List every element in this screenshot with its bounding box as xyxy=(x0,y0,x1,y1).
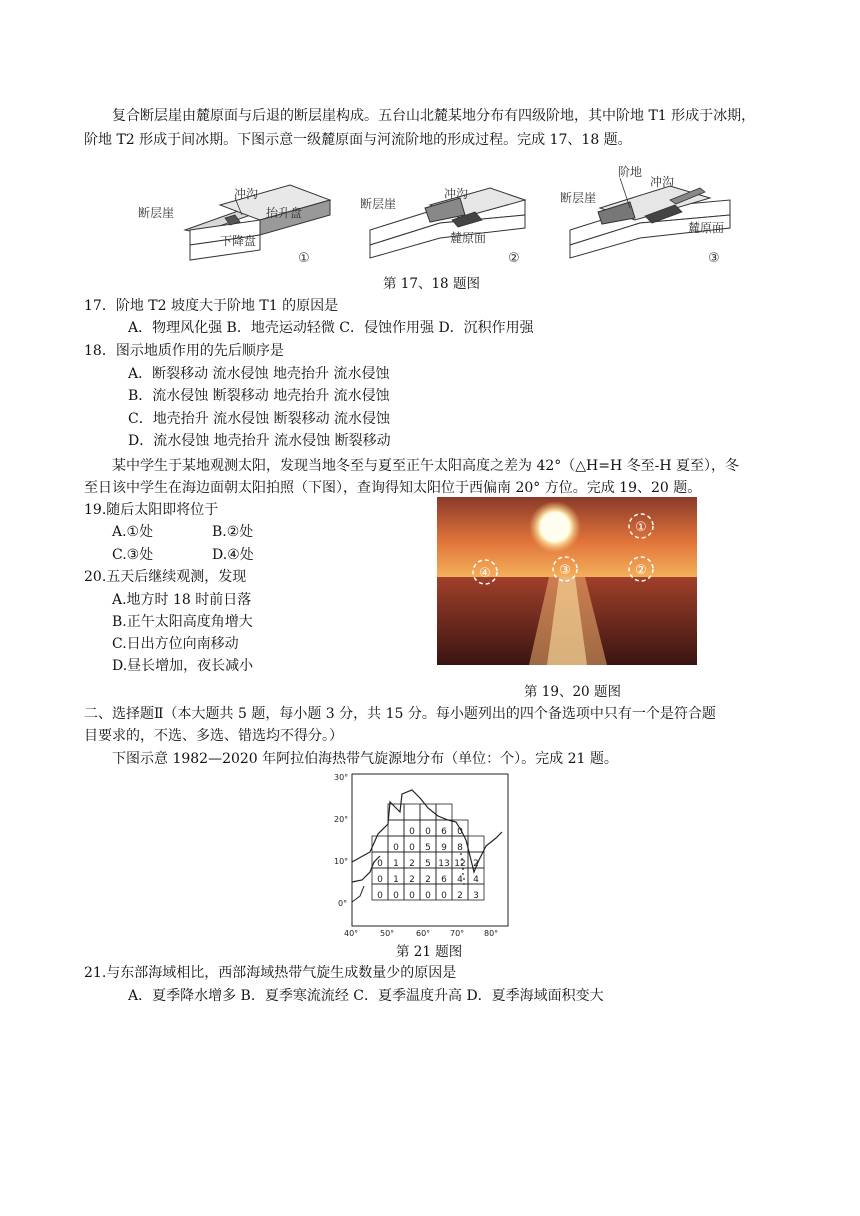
section2-line2: 目要求的，不选、多选、错选均不得分。） xyxy=(84,728,343,744)
q18-option-c: C．地壳抬升 流水侵蚀 断裂移动 流水侵蚀 xyxy=(128,411,391,427)
y-tick-20: 20° xyxy=(334,815,349,824)
x-tick-50: 50° xyxy=(380,929,395,938)
cyclone-count-cell: 0 xyxy=(393,843,399,853)
arabian-sea-cyclone-map xyxy=(330,772,510,938)
d3-terrace-label: 阶地 xyxy=(618,165,643,179)
x-tick-60: 60° xyxy=(416,929,431,938)
x-tick-40: 40° xyxy=(344,929,359,938)
d1-number: ① xyxy=(298,251,310,266)
cyclone-count-cell: 0 xyxy=(377,891,383,901)
fault-scarp-diagrams xyxy=(130,160,750,270)
cyclone-count-cell: 0 xyxy=(409,827,415,837)
cyclone-count-cell: 0 xyxy=(377,875,383,885)
cyclone-count-cell: 8 xyxy=(457,843,463,853)
marker-4: ④ xyxy=(479,566,491,581)
intro-19-20-line1: 某中学生于某地观测太阳，发现当地冬至与夏至正午太阳高度之差为 42°（△H=H 冬至-H 夏至），冬 xyxy=(112,458,740,474)
cyclone-count-cell: 4 xyxy=(473,875,479,885)
q19-option-d: D.④处 xyxy=(212,547,254,563)
d3-pediment-label: 麓原面 xyxy=(688,221,725,235)
d2-fault-label: 断层崖 xyxy=(360,197,397,211)
q20-option-d: D.昼长增加，夜长减小 xyxy=(112,658,254,674)
d1-fault-label: 断层崖 xyxy=(138,206,175,220)
d2-number: ② xyxy=(508,251,520,266)
diagram-2 xyxy=(360,186,525,266)
y-tick-0: 0° xyxy=(338,899,348,908)
cyclone-count-cell: 0 xyxy=(409,891,415,901)
cyclone-count-cell: 12 xyxy=(454,859,466,869)
d2-pediment-label: 麓原面 xyxy=(450,231,487,245)
cyclone-count-cell: 5 xyxy=(425,859,431,869)
q19-option-b: B.②处 xyxy=(212,524,254,540)
cyclone-count-cell: 9 xyxy=(441,843,447,853)
cyclone-count-cell: 1 xyxy=(393,875,399,885)
cyclone-count-cell: 0 xyxy=(425,827,431,837)
d2-gully-label: 冲沟 xyxy=(444,187,469,201)
cyclone-count-cell: 0 xyxy=(425,891,431,901)
q18-option-d: D．流水侵蚀 地壳抬升 流水侵蚀 断裂移动 xyxy=(128,433,391,449)
diagram-3 xyxy=(560,164,730,266)
q20-option-c: C.日出方位向南移动 xyxy=(112,636,239,652)
q18-option-a: A．断裂移动 流水侵蚀 地壳抬升 流水侵蚀 xyxy=(128,366,390,382)
q20-option-b: B.正午太阳高度角增大 xyxy=(112,614,253,630)
fig-17-18-caption: 第 17、18 题图 xyxy=(383,276,480,292)
cyclone-count-cell: 2 xyxy=(425,875,431,885)
cyclone-count-cell: 3 xyxy=(473,891,479,901)
q19-option-c: C.③处 xyxy=(112,547,154,563)
cyclone-count-cell: 13 xyxy=(438,859,450,869)
d1-down-label: 下降盘 xyxy=(220,234,257,248)
q17-stem: 17．阶地 T2 坡度大于阶地 T1 的原因是 xyxy=(84,298,339,314)
d1-gully-label: 冲沟 xyxy=(234,187,259,201)
cyclone-count-cell: 2 xyxy=(473,859,479,869)
q20-option-a: A.地方时 18 时前日落 xyxy=(112,592,252,608)
cyclone-count-cell: 2 xyxy=(409,859,415,869)
intro-17-18-line1: 复合断层崖由麓原面与后退的断层崖构成。五台山北麓某地分布有四级阶地，其中阶地 T1 形成于冰期， xyxy=(112,108,756,124)
d3-gully-label: 冲沟 xyxy=(650,175,675,189)
q20-stem: 20.五天后继续观测，发现 xyxy=(84,569,247,585)
marker-1: ① xyxy=(635,520,647,535)
d3-fault-label: 断层崖 xyxy=(560,191,597,205)
q18-stem: 18．图示地质作用的先后顺序是 xyxy=(84,343,284,359)
q17-options: A．物理风化强 B．地壳运动轻微 C．侵蚀作用强 D．沉积作用强 xyxy=(128,320,534,336)
section2-line1: 二、选择题Ⅱ（本大题共 5 题，每小题 3 分，共 15 分。每小题列出的四个备选项中只有一个是符合题 xyxy=(84,706,716,722)
cyclone-count-cell: 2 xyxy=(457,891,463,901)
fig-21-caption: 第 21 题图 xyxy=(396,944,463,960)
cyclone-count-cell: 0 xyxy=(393,891,399,901)
cyclone-count-cell: 6 xyxy=(441,827,447,837)
intro-21: 下图示意 1982—2020 年阿拉伯海热带气旋源地分布（单位：个）。完成 21 题。 xyxy=(112,751,618,767)
cyclone-count-cell: 0 xyxy=(377,859,383,869)
d1-up-label: 抬升盘 xyxy=(266,206,303,220)
marker-2: ② xyxy=(635,563,647,578)
marker-3: ③ xyxy=(559,563,571,578)
cyclone-count-cell: 0 xyxy=(409,843,415,853)
q19-stem: 19.随后太阳即将位于 xyxy=(84,502,219,518)
cyclone-count-cell: 2 xyxy=(409,875,415,885)
cyclone-count-cell: 1 xyxy=(393,859,399,869)
intro-17-18-line2: 阶地 T2 形成于间冰期。下图示意一级麓原面与河流阶地的形成过程。完成 17、18 题。 xyxy=(84,132,632,148)
sunset-photo xyxy=(437,497,697,665)
q21-options: A．夏季降水增多 B．夏季寒流流经 C．夏季温度升高 D．夏季海域面积变大 xyxy=(128,988,604,1004)
q18-option-b: B．流水侵蚀 断裂移动 地壳抬升 流水侵蚀 xyxy=(128,388,390,404)
y-tick-30: 30° xyxy=(334,773,349,782)
intro-19-20-line2: 至日该中学生在海边面朝太阳拍照（下图），查询得知太阳位于西偏南 20° 方位。完成 19、20 题。 xyxy=(84,480,702,496)
cyclone-count-cell: 5 xyxy=(425,843,431,853)
diagram-1 xyxy=(138,185,330,266)
q19-option-a: A.①处 xyxy=(112,524,154,540)
q21-stem: 21.与东部海域相比，西部海域热带气旋生成数量少的原因是 xyxy=(84,965,457,981)
cyclone-count-cell: 4 xyxy=(457,875,463,885)
x-tick-70: 70° xyxy=(450,929,465,938)
x-tick-80: 80° xyxy=(484,929,499,938)
y-tick-10: 10° xyxy=(334,857,349,866)
cyclone-count-cell: 6 xyxy=(441,875,447,885)
cyclone-count-cell: 0 xyxy=(441,891,447,901)
fig-19-20-caption: 第 19、20 题图 xyxy=(524,684,621,700)
cyclone-count-cell: 0 xyxy=(457,827,463,837)
d3-number: ③ xyxy=(708,251,720,266)
